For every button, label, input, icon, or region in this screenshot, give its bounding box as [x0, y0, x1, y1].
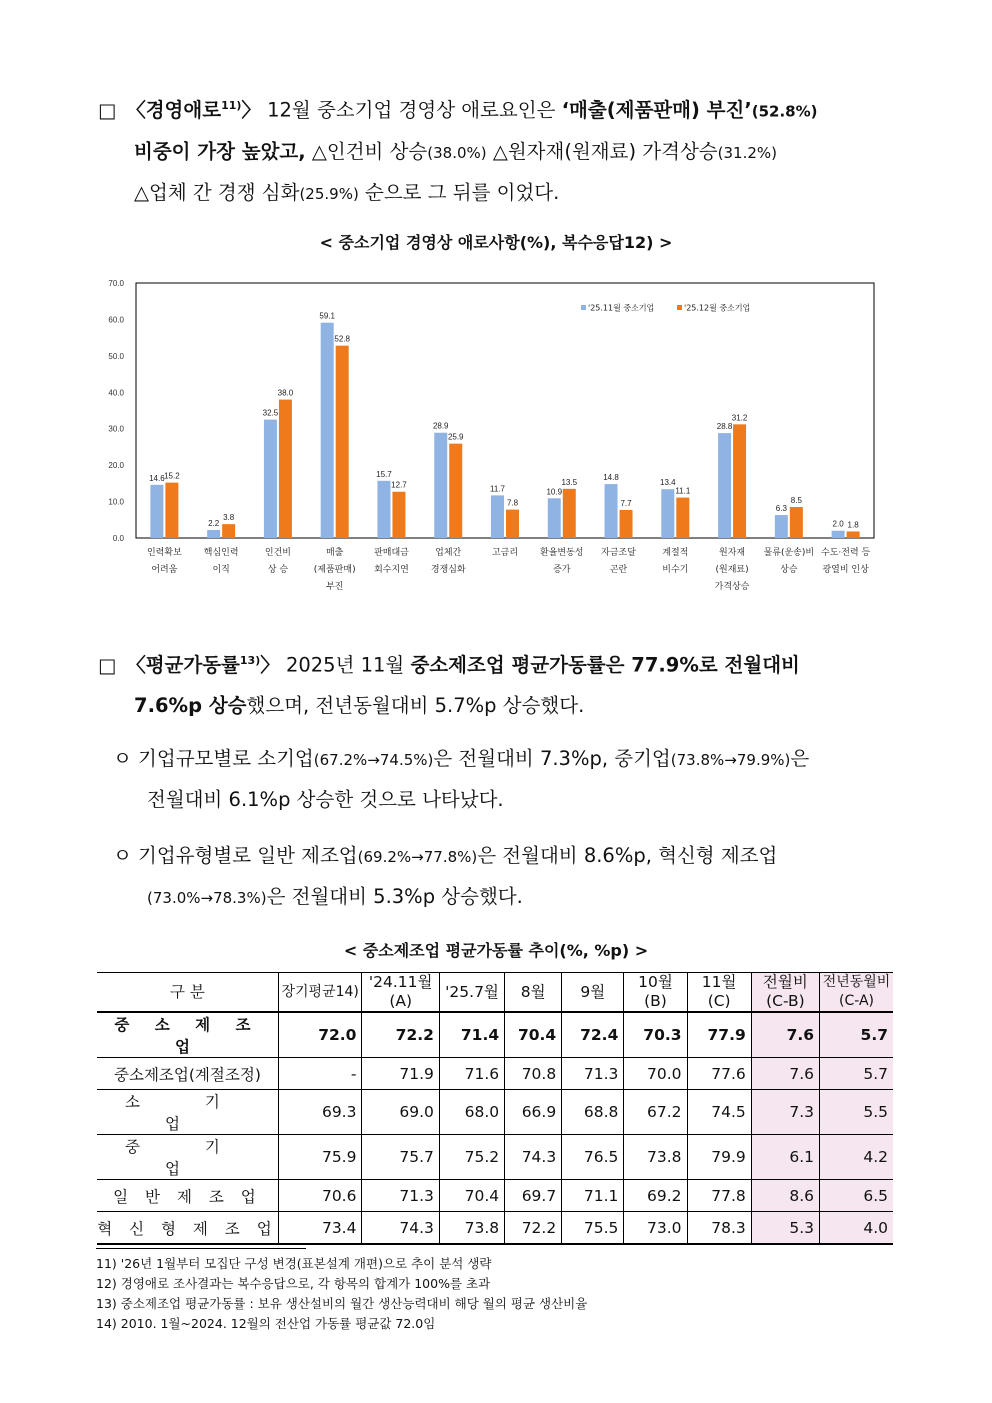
data-label: 8.5 [790, 496, 802, 506]
x-tick-label: 가격상승 [714, 582, 750, 592]
x-tick-label: 이직 [212, 565, 230, 575]
header-cell: 11월 (C) [687, 973, 751, 1013]
para1-line1: □ 〈경영애로$^{11)}$〉 12월 중소기업 경영상 애로요인은 ‘매출(제품판매) 부진’(52.8%) [98, 86, 898, 132]
bar-nov [718, 433, 731, 538]
data-label: 2.0 [832, 519, 844, 529]
header-cell: 8월 [505, 973, 562, 1013]
data-label: 14.8 [603, 473, 619, 483]
x-tick-label: 물류(운송)비 [763, 548, 815, 558]
table-cell: 71.4 [439, 1012, 504, 1058]
bar-dec [733, 424, 746, 538]
bar-nov [207, 530, 220, 538]
y-tick-label: 60.0 [108, 315, 124, 325]
table-cell: 71.3 [362, 1180, 439, 1212]
table-cell: 75.5 [562, 1212, 624, 1245]
x-tick-label: 광열비 인상 [822, 565, 869, 575]
table-cell: 69.2 [624, 1180, 687, 1212]
table-cell: 70.4 [505, 1012, 562, 1058]
y-tick-label: 50.0 [108, 351, 124, 361]
x-tick-label: 곤란 [609, 565, 628, 575]
data-label: 7.7 [620, 498, 632, 508]
bar-dec [279, 400, 292, 538]
square-bullet-icon: □ [98, 653, 117, 677]
table-cell: 71.6 [439, 1058, 504, 1090]
table-cell: 72.2 [505, 1212, 562, 1245]
row-label: 중소제조업(계절조정) [97, 1058, 278, 1090]
bar-nov [434, 433, 447, 538]
x-tick-label: 계절적 [662, 548, 689, 558]
table-row [97, 1012, 893, 1058]
table-cell: 70.4 [439, 1180, 504, 1212]
bar-nov [321, 323, 334, 538]
para1-line3: △업체 간 경쟁 심화(25.9%) 순으로 그 뒤를 이었다. [134, 180, 560, 204]
row-label: 일 반 제 조 업 [97, 1180, 278, 1212]
table-cell: 72.2 [362, 1012, 439, 1058]
table-cell: 8.6 [751, 1180, 819, 1212]
table-cell: 74.3 [505, 1135, 562, 1180]
circle-bullet-icon: ㅇ [113, 844, 132, 867]
data-label: 25.9 [447, 432, 464, 442]
table-row [97, 1180, 893, 1212]
table-cell: 69.0 [362, 1090, 439, 1135]
bar-dec [506, 510, 519, 538]
table-cell: 77.8 [687, 1180, 751, 1212]
bar-dec [620, 510, 633, 538]
y-tick-label: 40.0 [108, 388, 124, 398]
x-tick-label: 매출 [325, 548, 344, 558]
data-label: 52.8 [334, 334, 350, 344]
x-tick-label: 판매대금 [374, 548, 409, 558]
table-cell: 69.3 [278, 1090, 362, 1135]
bar-nov [661, 489, 674, 538]
bar-dec [392, 492, 405, 538]
header-cell: 전년동월비 (C-A) [820, 973, 893, 1013]
header-cell: 전월비 (C-B) [751, 973, 819, 1013]
x-tick-label: 인력확보 [146, 548, 182, 558]
data-label: 12.7 [391, 480, 407, 490]
data-label: 2.2 [208, 518, 220, 528]
y-tick-label: 0.0 [112, 534, 124, 543]
bar-dec [563, 489, 576, 538]
paragraph-utilization [98, 641, 898, 726]
x-tick-label: 업체간 [435, 548, 462, 558]
table-cell: 5.5 [820, 1090, 893, 1135]
table-cell: 75.2 [439, 1135, 504, 1180]
x-tick-label: 부진 [325, 582, 344, 592]
table-cell: 72.0 [278, 1012, 362, 1058]
y-tick-label: 30.0 [108, 424, 124, 434]
data-label: 31.2 [731, 413, 748, 423]
bar-dec [847, 531, 860, 538]
table-caption: < 중소제조업 평균가동률 추이(%, %p) > [343, 941, 649, 960]
data-label: 13.4 [660, 478, 676, 488]
x-tick-label: 상승 [780, 565, 798, 575]
table-row [97, 1058, 893, 1090]
table-cell: 70.8 [505, 1058, 562, 1090]
y-tick-label: 20.0 [108, 461, 124, 471]
x-tick-label: 경쟁심화 [430, 565, 466, 575]
x-tick-label: 자금조달 [601, 548, 636, 558]
x-tick-label: (원재료) [715, 565, 749, 575]
data-label: 3.8 [223, 513, 235, 523]
row-label: 중 소 제 조 업 [97, 1012, 278, 1058]
table-cell: 69.7 [505, 1180, 562, 1212]
subpoint-size: ㅇ 기업규모별로 소기업(67.2%→74.5%)은 전월대비 7.3%p, 중기업(73.8%→79.9%)은 전월대비 6.1%p 상승한 것으로 나타났다. [113, 747, 810, 811]
footnote: 12) 경영애로 조사결과는 복수응답으로, 각 항목의 합계가 100%를 초과 [96, 1276, 491, 1291]
table-cell: 5.7 [820, 1012, 893, 1058]
table-cell: 66.9 [505, 1090, 562, 1135]
table-cell: 70.6 [278, 1180, 362, 1212]
x-tick-label: 고금리 [491, 548, 519, 558]
x-tick-label: 핵심인력 [203, 548, 239, 558]
table-cell: 7.6 [751, 1058, 819, 1090]
table-cell: 74.5 [687, 1090, 751, 1135]
data-label: 11.7 [490, 484, 505, 494]
x-tick-label: 상 승 [267, 565, 289, 575]
table-cell: 78.3 [687, 1212, 751, 1245]
data-label: 28.9 [432, 421, 449, 431]
y-tick-label: 10.0 [108, 497, 124, 507]
x-tick-label: 수도·전력 등 [821, 548, 871, 558]
table-cell: 6.1 [751, 1135, 819, 1180]
table-cell: 70.0 [624, 1058, 687, 1090]
x-tick-label: 증가 [553, 565, 571, 575]
table-cell: 7.6 [751, 1012, 819, 1058]
table-cell: - [278, 1058, 362, 1090]
para2-line1: □ 〈평균가동률$^{13)}$〉 2025년 11월 중소제조업 평균가동률은 77.9%로 전월대비 [98, 641, 898, 686]
chart-caption: < 중소기업 경영상 애로사항(%), 복수응답12) > [319, 233, 673, 252]
table-row [97, 1090, 893, 1135]
bar-dec [676, 498, 689, 538]
bar-dec [449, 444, 462, 538]
table-cell: 4.2 [820, 1135, 893, 1180]
x-tick-label: 원자재 [719, 548, 746, 558]
header-cell: '24.11월 (A) [362, 973, 439, 1013]
footnote: 13) 중소제조업 평균가동률 : 보유 생산설비의 월간 생산능력대비 해당 월의 평균 생산비율 [96, 1296, 588, 1311]
table-cell: 79.9 [687, 1135, 751, 1180]
data-label: 38.0 [277, 388, 294, 398]
data-label: 10.9 [546, 487, 563, 497]
table-cell: 7.3 [751, 1090, 819, 1135]
bar-nov [491, 495, 504, 538]
bar-nov [775, 515, 788, 538]
bar-dec [336, 346, 349, 538]
data-label: 7.8 [506, 498, 519, 508]
utilization-table [97, 972, 893, 1245]
bar-nov [377, 481, 390, 538]
bar-nov [605, 484, 618, 538]
table-cell: 73.0 [624, 1212, 687, 1245]
table-cell: 70.3 [624, 1012, 687, 1058]
bar-nov [548, 498, 561, 538]
difficulty-bar-chart [96, 272, 896, 602]
table-cell: 71.9 [362, 1058, 439, 1090]
table-header-row [97, 973, 893, 1013]
table-cell: 5.7 [820, 1058, 893, 1090]
bar-nov [150, 485, 163, 538]
footnote: 14) 2010. 1월~2024. 12월의 전산업 가동률 평균값 72.0임 [96, 1316, 436, 1331]
header-cell: '25.7월 [439, 973, 504, 1013]
table-cell: 4.0 [820, 1212, 893, 1245]
circle-bullet-icon: ㅇ [113, 747, 132, 770]
data-label: 6.3 [775, 504, 787, 514]
x-tick-label: (제품판매) [313, 565, 356, 575]
subpoint-type: ㅇ 기업유형별로 일반 제조업(69.2%→77.8%)은 전월대비 8.6%p, 혁신형 제조업 (73.0%→78.3%)은 전월대비 5.3%p 상승했다. [113, 844, 778, 908]
x-tick-label: 회수지연 [374, 565, 409, 575]
bar-nov [264, 420, 277, 538]
x-tick-label: 어려움 [151, 565, 178, 575]
plot-area [136, 283, 874, 538]
data-label: 13.5 [561, 477, 578, 487]
bar-nov [832, 531, 845, 538]
para1-line2: 비중이 가장 높았고, △인건비 상승(38.0%) △원자재(원재료) 가격상승(31.2%) [134, 139, 777, 163]
x-tick-label: 환율변동성 [540, 548, 584, 558]
footnote-divider [96, 1248, 306, 1249]
bar-dec [165, 483, 178, 538]
table-cell: 68.0 [439, 1090, 504, 1135]
table-cell: 68.8 [562, 1090, 624, 1135]
legend-label: '25.11월 중소기업 [588, 303, 655, 313]
table-cell: 72.4 [562, 1012, 624, 1058]
header-cell: 10월 (B) [624, 973, 687, 1013]
header-cell: 장기평균14) [278, 973, 362, 1013]
row-label: 소 기 업 [97, 1090, 278, 1135]
table-cell: 77.6 [687, 1058, 751, 1090]
footnote: 11) '26년 1월부터 모집단 구성 변경(표본설계 개편)으로 추이 분석 생략 [96, 1256, 492, 1271]
table-cell: 74.3 [362, 1212, 439, 1245]
data-label: 15.7 [376, 469, 392, 479]
header-cell: 9월 [562, 973, 624, 1013]
table-cell: 71.3 [562, 1058, 624, 1090]
table-cell: 73.8 [439, 1212, 504, 1245]
table-cell: 67.2 [624, 1090, 687, 1135]
paragraph-business-difficulty [98, 86, 898, 214]
para2-line2: 7.6%p 상승했으며, 전년동월대비 5.7%p 상승했다. [134, 693, 585, 717]
x-tick-label: 비수기 [662, 565, 689, 575]
legend-swatch [581, 305, 586, 310]
table-cell: 75.9 [278, 1135, 362, 1180]
table-cell: 73.8 [624, 1135, 687, 1180]
row-label: 중 기 업 [97, 1135, 278, 1180]
square-bullet-icon: □ [98, 98, 117, 122]
table-row [97, 1135, 893, 1180]
table-cell: 6.5 [820, 1180, 893, 1212]
data-label: 14.6 [149, 473, 165, 483]
table-cell: 5.3 [751, 1212, 819, 1245]
table-cell: 75.7 [362, 1135, 439, 1180]
data-label: 32.5 [262, 408, 279, 418]
chart-svg [96, 272, 896, 602]
y-tick-label: 70.0 [108, 279, 124, 288]
table-cell: 73.4 [278, 1212, 362, 1245]
data-label: 11.1 [675, 486, 691, 496]
table-cell: 71.1 [562, 1180, 624, 1212]
table-cell: 76.5 [562, 1135, 624, 1180]
x-tick-label: 인건비 [264, 548, 291, 558]
table-cell: 77.9 [687, 1012, 751, 1058]
bar-dec [222, 524, 235, 538]
legend-label: '25.12월 중소기업 [684, 303, 751, 313]
table-row [97, 1212, 893, 1245]
data-label: 15.2 [164, 471, 180, 481]
data-label: 59.1 [319, 311, 335, 321]
header-cell: 구 분 [97, 973, 278, 1013]
bar-dec [790, 507, 803, 538]
row-label: 혁 신 형 제 조 업 [97, 1212, 278, 1245]
data-label: 28.8 [716, 422, 733, 432]
legend-swatch [677, 305, 682, 310]
data-label: 1.8 [847, 520, 859, 530]
